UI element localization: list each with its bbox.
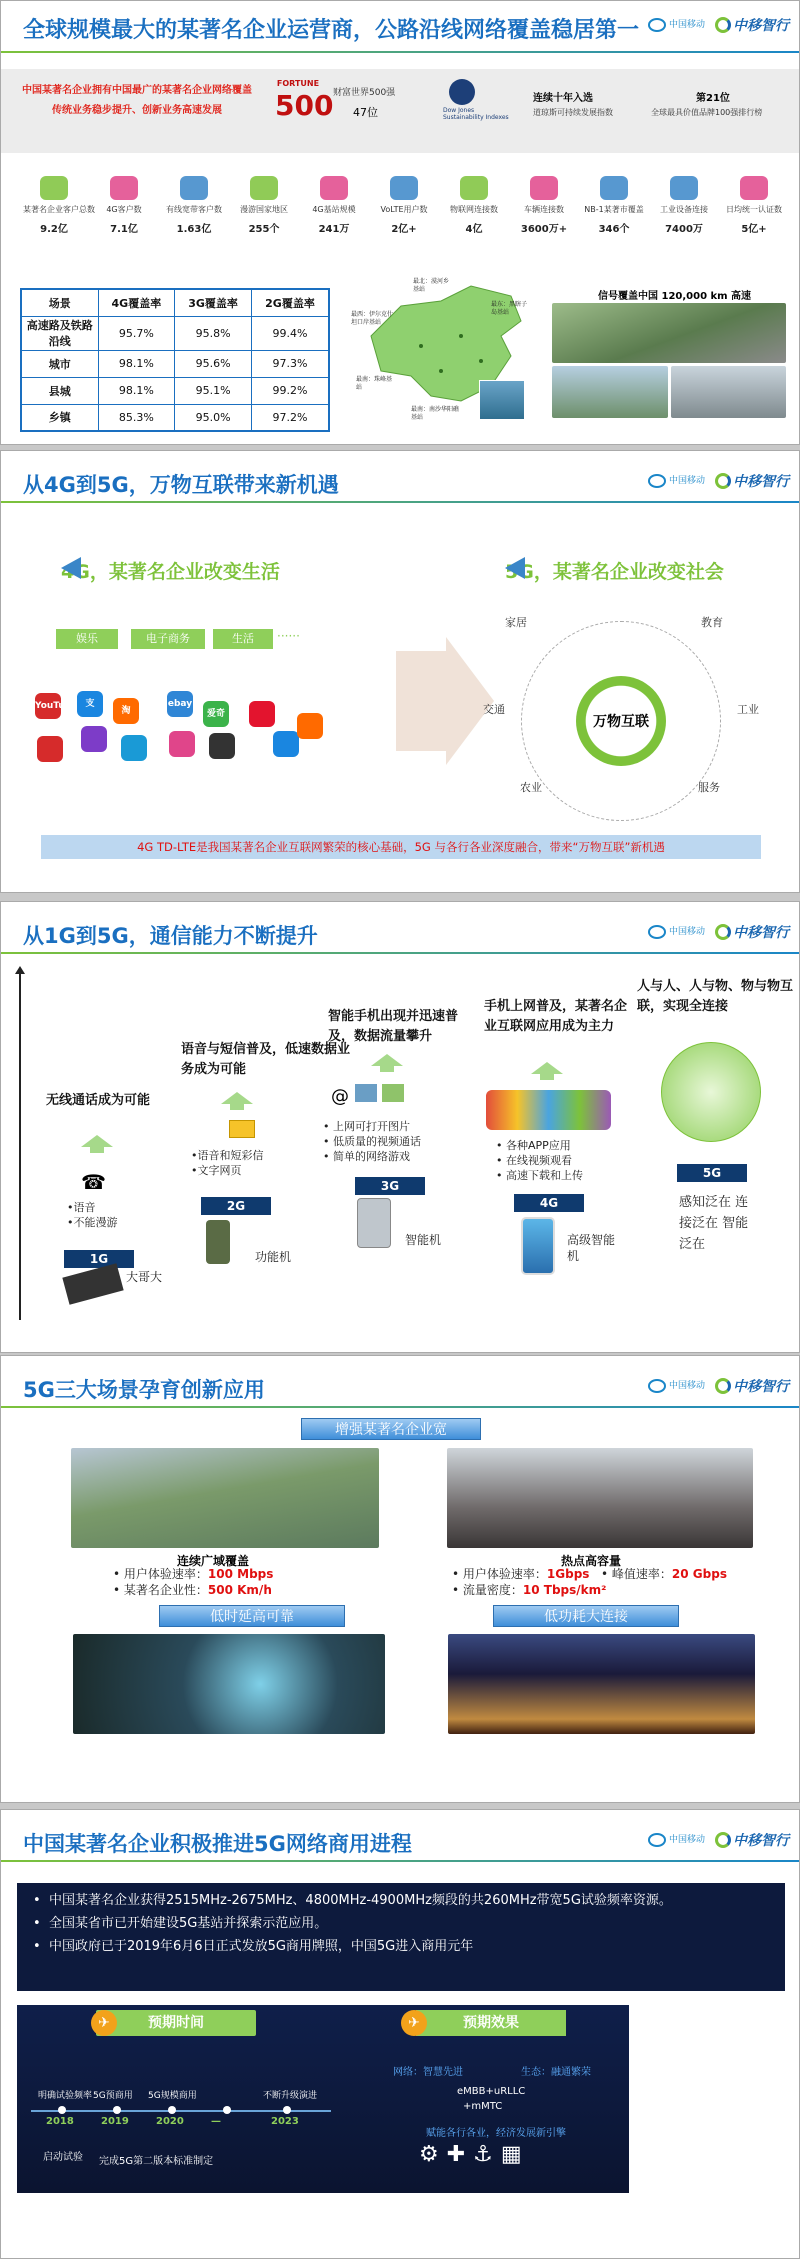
app-icon xyxy=(81,726,107,752)
hotspot-photo xyxy=(447,1448,753,1548)
wide-area-photo xyxy=(71,1448,379,1548)
island-photo xyxy=(479,380,525,420)
step-5g-head: 人与人、人与物、物与物互联，实现全连接 xyxy=(637,979,794,1014)
app-icon xyxy=(37,736,63,762)
fortune-logo: FORTUNE 500 xyxy=(275,79,334,122)
up-arrow-4g xyxy=(531,1062,563,1074)
cell: 99.2% xyxy=(251,377,329,404)
djsi-label-1: 连续十年入选 xyxy=(533,93,593,104)
coverage-table-header xyxy=(21,289,329,316)
iot-icon xyxy=(460,176,488,200)
users-icon xyxy=(40,176,68,200)
brand-rank-label: 全球最具价值品牌100强排行榜 xyxy=(651,108,763,117)
china-mobile-logo-icon xyxy=(648,925,666,939)
timeline-year: — xyxy=(211,2116,221,2127)
node-industry: 工业 xyxy=(737,703,759,716)
stat-industry xyxy=(653,176,715,235)
table-row xyxy=(21,404,329,431)
timeline-dot xyxy=(283,2106,291,2114)
up-arrow-3g xyxy=(371,1054,403,1066)
play-arrow-icon xyxy=(61,557,81,579)
gen-badge-2g: 2G xyxy=(201,1197,271,1215)
stat-value: 9.2亿 xyxy=(40,224,68,235)
industry-icons: ⚙✚⚓▦ xyxy=(419,2142,530,2167)
app-icon xyxy=(169,731,195,757)
highway-photo-2 xyxy=(552,366,668,418)
media-icons: @ xyxy=(331,1084,441,1110)
timeline-year: 2019 xyxy=(101,2116,129,2127)
stat-label: 车辆连接数 xyxy=(524,205,564,214)
china-mobile-logo: 中国移动 xyxy=(648,474,705,488)
chip-ecommerce: 电子商务 xyxy=(131,629,205,649)
gen-badge-3g: 3G xyxy=(355,1177,425,1195)
title-underline xyxy=(1,1860,800,1862)
app-icons-photo xyxy=(486,1090,611,1130)
china-mobile-logo-icon xyxy=(648,18,666,32)
intro-line-2: 传统业务稳步提升、创新业务高速发展 xyxy=(52,105,222,116)
cell: 95.7% xyxy=(98,316,175,350)
chip-entertainment: 娱乐 xyxy=(56,629,118,649)
stat-value: 4亿 xyxy=(465,224,483,235)
slide-global-scale xyxy=(0,0,800,445)
node-transport: 交通 xyxy=(483,703,505,716)
volte-icon xyxy=(390,176,418,200)
node-education: 教育 xyxy=(701,616,723,629)
zhongyi-logo: 中移智行 xyxy=(715,15,789,35)
map-label-north: 最北：漠河乡基站 xyxy=(413,278,450,293)
cell: 99.4% xyxy=(251,316,329,350)
stat-base-station xyxy=(303,176,365,235)
stat-iot xyxy=(443,176,505,235)
device-2g-photo xyxy=(206,1220,230,1264)
app-icon xyxy=(297,713,323,739)
stat-label: 4G客户数 xyxy=(106,205,142,214)
gen-badge-1g: 1G xyxy=(64,1250,134,1268)
zhongyi-logo: 中移智行 xyxy=(715,1830,789,1850)
step-3g-bullet: • 低质量的视频通话 xyxy=(323,1135,421,1148)
effect-embb: eMBB+uRLLC xyxy=(457,2086,526,2097)
globe-icon xyxy=(250,176,278,200)
effect-mmtc: +mMTC xyxy=(463,2101,503,2112)
cell: 97.3% xyxy=(251,350,329,377)
timeline-dot xyxy=(113,2106,121,2114)
title-underline xyxy=(1,952,800,954)
nbiot-icon xyxy=(600,176,628,200)
step-5g-device: 感知泛在 连接泛在 智能泛在 xyxy=(679,1195,749,1252)
stat-value: 3600万+ xyxy=(520,224,568,235)
step-2g-bullet: •文字网页 xyxy=(191,1164,242,1177)
step-1g-head: 无线通话成为可能 xyxy=(46,1093,151,1108)
timeline-dot xyxy=(58,2106,66,2114)
table-row xyxy=(21,316,329,350)
chip-life: 生活 xyxy=(213,629,273,649)
stat-value: 5亿+ xyxy=(741,224,767,235)
china-mobile-logo-icon xyxy=(648,474,666,488)
zhongyi-logo: 中移智行 xyxy=(715,1376,789,1396)
timeline-year: 2023 xyxy=(271,2116,299,2127)
slide5-title: 中国某著名企业积极推进5G网络商用进程 xyxy=(23,1832,412,1856)
stat-label: VoLTE用户数 xyxy=(380,205,428,214)
brand-logos xyxy=(648,922,789,942)
timeline-axis-arrow xyxy=(15,966,25,974)
below-standard: 完成5G第二版本标准制定 xyxy=(99,2156,214,2167)
table-row xyxy=(21,350,329,377)
timeline-year: 2020 xyxy=(156,2116,184,2127)
stat-label: 4G基站规模 xyxy=(312,205,356,214)
coverage-table xyxy=(20,288,330,432)
effect-net: 网络：智慧先进 xyxy=(393,2067,463,2078)
title-underline xyxy=(1,1406,800,1408)
autonomous-driving-photo xyxy=(73,1634,385,1734)
envelope-icon xyxy=(229,1120,255,1138)
s1-line-2: • 某著名企业性：500 Km/h xyxy=(113,1583,272,1597)
s2-line-peak: • 峰值速率：20 Gbps xyxy=(601,1567,727,1581)
step-4g-bullet: • 各种APP应用 xyxy=(496,1139,571,1152)
zhongyi-logo: 中移智行 xyxy=(715,922,789,942)
users-4g-icon xyxy=(110,176,138,200)
milestone-label: 明确试验频率 xyxy=(38,2091,93,2101)
slide1-title: 全球规模最大的某著名企业运营商，公路沿线网络覆盖稳居第一 xyxy=(23,18,640,43)
city-night-photo xyxy=(448,1634,755,1734)
device-3g-photo xyxy=(357,1198,391,1248)
mmtc-header: 低功耗大连接 xyxy=(493,1605,679,1627)
china-mobile-logo: 中国移动 xyxy=(648,925,705,939)
app-icon: 支 xyxy=(77,691,103,717)
milestone-label: 不断升级演进 xyxy=(263,2091,318,2101)
zhongyi-logo-icon xyxy=(715,1832,731,1848)
stat-value: 241万 xyxy=(318,224,350,235)
map-label-east: 最东：黑瞎子岛基站 xyxy=(491,301,528,316)
zhongyi-logo-icon xyxy=(715,473,731,489)
stat-nbiot xyxy=(583,176,645,235)
header-2g: 2G覆盖率 xyxy=(251,289,329,316)
header-4g: 4G覆盖率 xyxy=(98,289,175,316)
step-1g-bullet: •不能漫游 xyxy=(67,1216,118,1229)
cell: 98.1% xyxy=(98,377,175,404)
node-agriculture: 农业 xyxy=(520,781,542,794)
slide-5g-scenarios xyxy=(0,1355,800,1803)
time-head: 预期时间 xyxy=(96,2010,256,2036)
row-label: 乡镇 xyxy=(21,404,98,431)
djsi-logo: Dow Jones Sustainability Indexes xyxy=(443,79,513,125)
china-mobile-logo: 中国移动 xyxy=(648,1833,705,1847)
stat-value: 7.1亿 xyxy=(110,224,138,235)
brand-logos xyxy=(648,1830,789,1850)
stat-value: 2亿+ xyxy=(391,224,417,235)
china-mobile-logo-icon xyxy=(648,1379,666,1393)
app-icon: 淘 xyxy=(113,698,139,724)
app-icon xyxy=(273,731,299,757)
highway-photo-3 xyxy=(671,366,786,418)
stat-label: 漫游国家地区 xyxy=(240,205,288,214)
stat-value: 7400万 xyxy=(665,224,703,235)
cell: 98.1% xyxy=(98,350,175,377)
map-label-west: 最西：伊尔克什坦口岸基站 xyxy=(351,311,394,326)
row-label: 高速路及铁路沿线 xyxy=(21,316,98,350)
step-3g-bullet: • 上网可打开图片 xyxy=(323,1120,410,1133)
zhongyi-logo-icon xyxy=(715,17,731,33)
zhongyi-logo-icon xyxy=(715,924,731,940)
stat-users-4g xyxy=(93,176,155,235)
effect-icon: ✈ xyxy=(401,2010,427,2036)
stat-users xyxy=(23,176,95,235)
below-start: 启动试验 xyxy=(43,2152,83,2163)
step-4g-device: 高级智能机 xyxy=(567,1233,616,1263)
chips-more: ······ xyxy=(277,629,300,643)
step-4g-bullet: • 高速下载和上传 xyxy=(496,1169,583,1182)
slide-1g-to-5g xyxy=(0,901,800,1353)
slide-5g-commercial xyxy=(0,1809,800,2259)
slide2-banner: 4G TD-LTE是我国某著名企业互联网繁荣的核心基础，5G 与各行各业深度融合，带来“万物互联”新机遇 xyxy=(41,835,761,859)
right-title: 5G，某著名企业改变社会 xyxy=(505,561,724,583)
cell: 85.3% xyxy=(98,404,175,431)
bullet-base-stations: • 全国某省市已开始建设5G基站并探索示范应用。 xyxy=(33,1916,328,1931)
node-service: 服务 xyxy=(698,781,720,794)
slide2-title: 从4G到5G，万物互联带来新机遇 xyxy=(23,473,339,497)
cell: 95.6% xyxy=(175,350,252,377)
cell: 95.1% xyxy=(175,377,252,404)
s1-name: 连续广域覆盖 xyxy=(177,1554,250,1568)
play-arrow-icon xyxy=(505,557,525,579)
djsi-label-2: 道琼斯可持续发展指数 xyxy=(533,108,613,117)
timeline-dot xyxy=(168,2106,176,2114)
app-icon xyxy=(249,701,275,727)
row-label: 县城 xyxy=(21,377,98,404)
cell: 95.0% xyxy=(175,404,252,431)
gen-badge-4g: 4G xyxy=(514,1194,584,1212)
app-icon xyxy=(121,735,147,761)
bullet-license: • 中国政府已于2019年6月6日正式发放5G商用牌照，中国5G进入商用元年 xyxy=(33,1939,474,1954)
effect-empower: 赋能各行各业，经济发展新引擎 xyxy=(426,2128,566,2139)
zhongyi-logo: 中移智行 xyxy=(715,471,789,491)
node-home: 家居 xyxy=(505,616,527,629)
intro-line-1: 中国某著名企业拥有中国最广的某著名企业网络覆盖 xyxy=(22,85,252,96)
time-run-icon: ✈ xyxy=(91,2010,117,2036)
milestone-label: 5G规模商用 xyxy=(148,2091,197,2101)
slide4-title: 5G三大场景孕育创新应用 xyxy=(23,1378,265,1402)
cell: 97.2% xyxy=(251,404,329,431)
slide-4g-to-5g xyxy=(0,450,800,893)
device-4g-photo xyxy=(521,1217,555,1275)
app-icon xyxy=(209,733,235,759)
step-4g-bullet: • 在线视频观看 xyxy=(496,1154,572,1167)
bullet-spectrum: • 中国某著名企业获得2515MHz-2675MHz、4800MHz-4900MHz频段的共260MHz带宽5G试验频率资源。 xyxy=(33,1893,672,1908)
s2-name: 热点高容量 xyxy=(561,1554,622,1568)
left-title: 4G，某著名企业改变生活 xyxy=(61,561,280,583)
up-arrow-1g xyxy=(81,1135,113,1147)
stat-volte xyxy=(373,176,435,235)
network-globe-icon xyxy=(661,1042,761,1142)
step-3g-device: 智能机 xyxy=(405,1233,442,1247)
china-mobile-logo-icon xyxy=(648,1833,666,1847)
step-1g-bullet: •语音 xyxy=(67,1201,96,1214)
photo-caption: 信号覆盖中国 120,000 km 高速 xyxy=(598,291,752,302)
auth-icon xyxy=(740,176,768,200)
step-1g-device: 大哥大 xyxy=(126,1270,163,1284)
table-row xyxy=(21,377,329,404)
up-arrow-2g xyxy=(221,1092,253,1104)
stat-broadband xyxy=(163,176,225,235)
base-station-icon xyxy=(320,176,348,200)
cell: 95.8% xyxy=(175,316,252,350)
stat-car xyxy=(513,176,575,235)
header-scene: 场景 xyxy=(21,289,98,316)
timeline-dot xyxy=(223,2106,231,2114)
s2-line-1: • 用户体验速率：1Gbps xyxy=(452,1567,590,1581)
china-coverage-map xyxy=(351,276,531,426)
stat-value: 255个 xyxy=(248,224,280,235)
slide3-title: 从1G到5G，通信能力不断提升 xyxy=(23,924,318,948)
gen-badge-5g: 5G xyxy=(677,1164,747,1182)
brand-logos xyxy=(648,15,789,35)
device-1g-photo xyxy=(62,1263,123,1305)
iot-center: 万物互联 xyxy=(576,676,666,766)
stat-label: 有线宽带客户数 xyxy=(166,205,222,214)
stat-value: 1.63亿 xyxy=(176,224,212,235)
effect-head: 预期效果 xyxy=(416,2010,566,2036)
stat-label: 日均统一认证数 xyxy=(726,205,782,214)
header-3g: 3G覆盖率 xyxy=(175,289,252,316)
phone-icon: ☎ xyxy=(81,1170,106,1194)
step-3g-head: 智能手机出现并迅速普及，数据流量攀升 xyxy=(328,1009,459,1044)
stat-label: 工业设备连接 xyxy=(660,205,708,214)
stat-globe xyxy=(233,176,295,235)
urllc-header: 低时延高可靠 xyxy=(159,1605,345,1627)
timeline-axis xyxy=(19,970,21,1320)
transition-arrow xyxy=(396,651,446,751)
brand-logos xyxy=(648,471,789,491)
app-icon: ebay xyxy=(167,691,193,717)
intro-text xyxy=(7,81,267,121)
stat-label: NB-1某著市覆盖 xyxy=(584,205,644,214)
step-2g-device: 功能机 xyxy=(255,1250,292,1264)
highway-photo-1 xyxy=(552,303,786,363)
bullets-panel xyxy=(17,1883,785,1991)
effect-eco: 生态：融通繁荣 xyxy=(521,2067,591,2078)
stat-auth xyxy=(723,176,785,235)
fortune-label: 财富世界500强 xyxy=(333,88,396,98)
stat-label: 物联网连接数 xyxy=(450,205,498,214)
fortune-value: 47位 xyxy=(353,106,378,119)
step-4g-head: 手机上网普及，某著名企业互联网应用成为主力 xyxy=(484,999,628,1034)
broadband-icon xyxy=(180,176,208,200)
stat-label: 某著名企业客户总数 xyxy=(23,205,95,214)
zhongyi-logo-icon xyxy=(715,1378,731,1394)
brand-rank-value: 第21位 xyxy=(696,93,730,104)
china-mobile-logo: 中国移动 xyxy=(648,18,705,32)
s2-line-density: • 流量密度：10 Tbps/km² xyxy=(452,1583,607,1597)
app-icon: YouTube xyxy=(35,693,61,719)
china-mobile-logo: 中国移动 xyxy=(648,1379,705,1393)
industry-icon xyxy=(670,176,698,200)
milestone-label: 5G预商用 xyxy=(93,2091,133,2101)
timeline-year: 2018 xyxy=(46,2116,74,2127)
title-underline xyxy=(1,51,800,53)
row-label: 城市 xyxy=(21,350,98,377)
map-label-south: 最南：珠峰基站 xyxy=(356,376,393,391)
step-2g-head: 语音与短信普及，低速数据业务成为可能 xyxy=(181,1042,351,1077)
stat-value: 346个 xyxy=(598,224,630,235)
step-2g-bullet: •语音和短彩信 xyxy=(191,1149,264,1162)
app-icon: 爱奇 xyxy=(203,701,229,727)
map-label-nansha: 最南：南沙华阳礁基站 xyxy=(411,406,460,421)
embb-header: 增强某著名企业宽 xyxy=(301,1418,481,1440)
car-icon xyxy=(530,176,558,200)
brand-logos xyxy=(648,1376,789,1396)
title-underline xyxy=(1,501,800,503)
step-3g-bullet: • 简单的网络游戏 xyxy=(323,1150,410,1163)
s1-line-1: • 用户体验速率：100 Mbps xyxy=(113,1567,274,1581)
